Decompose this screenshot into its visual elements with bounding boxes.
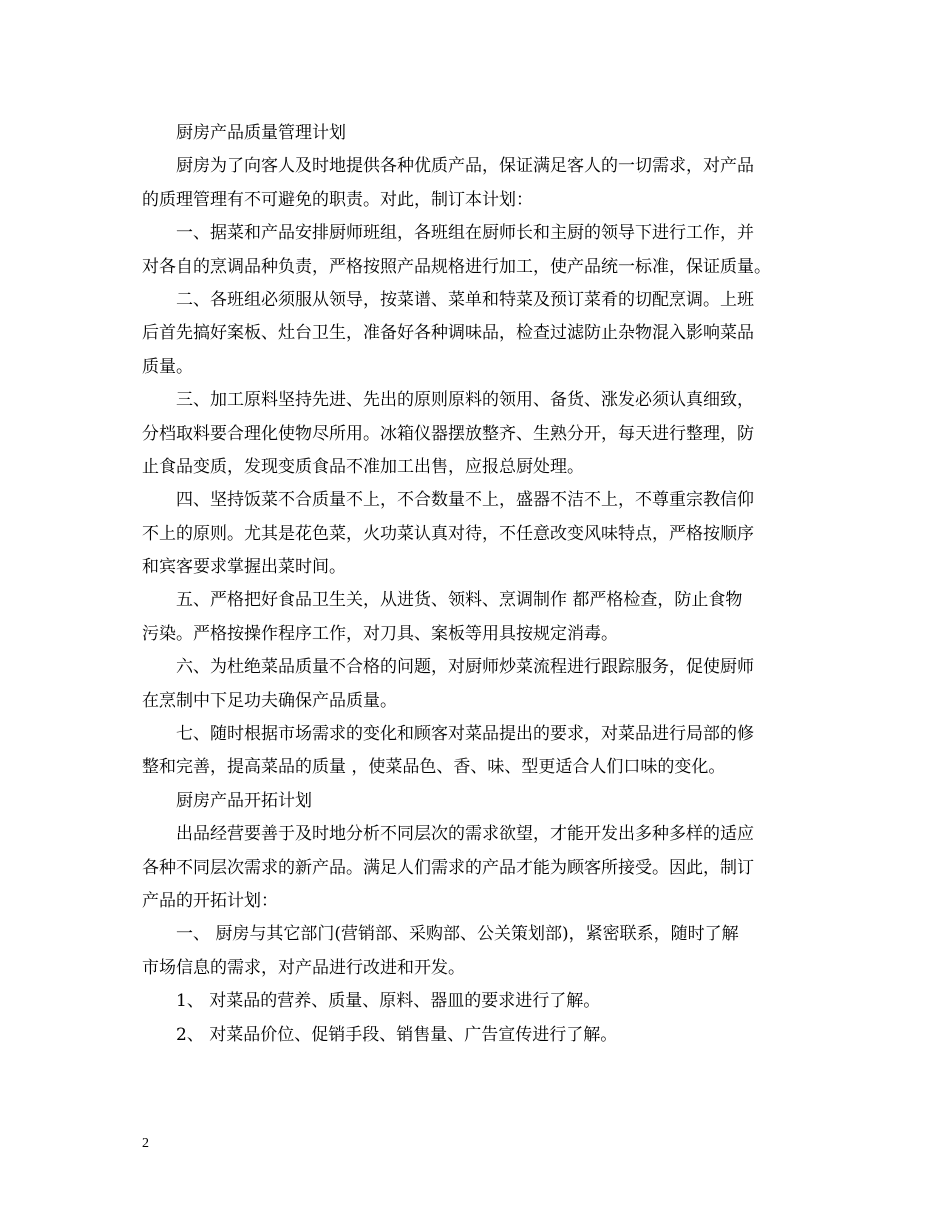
text-line: 1、 对菜品的营养、质量、原料、器皿的要求进行了解。 — [176, 991, 601, 1012]
text-line: 止食品变质，发现变质食品不准加工出售，应报总厨处理。 — [142, 456, 584, 477]
text-line: 后首先搞好案板、灶台卫生，准备好各种调味品，检查过滤防止杂物混入影响菜品 — [142, 323, 754, 344]
text-line: 的质理管理有不可避免的职责。对此，制订本计划： — [142, 189, 533, 210]
text-line: 分档取料要合理化使物尽所用。冰箱仪器摆放整齐、生熟分开，每天进行整理，防 — [142, 423, 754, 444]
text-line: 五、严格把好食品卫生关，从进货、领料、烹调制作 都严格检查，防止食物 — [176, 590, 743, 611]
text-line: 整和完善，提高菜品的质量 ，使菜品色、香、味、型更适合人们口味的变化。 — [142, 757, 726, 778]
text-line: 市场信息的需求，对产品进行改进和开发。 — [142, 957, 465, 978]
text-line: 厨房产品质量管理计划 — [176, 123, 346, 143]
text-line: 四、坚持饭菜不合质量不上，不合数量不上，盛器不洁不上，不尊重宗教信仰 — [176, 490, 754, 511]
text-line: 在烹制中下足功夫确保产品质量。 — [142, 690, 397, 711]
text-line: 六、为杜绝菜品质量不合格的问题，对厨师炒菜流程进行跟踪服务，促使厨师 — [176, 657, 754, 678]
text-line: 2、 对菜品价位、促销手段、销售量、广告宣传进行了解。 — [176, 1024, 618, 1045]
text-line: 污染。严格按操作程序工作，对刀具、案板等用具按规定消毒。 — [142, 623, 618, 644]
text-line: 二、各班组必须服从领导，按菜谱、菜单和特菜及预订菜肴的切配烹调。上班 — [176, 289, 754, 310]
page-number: 2 — [142, 1136, 149, 1151]
text-line: 各种不同层次需求的新产品。满足人们需求的产品才能为顾客所接受。因此，制订 — [142, 857, 754, 878]
text-line: 出品经营要善于及时地分析不同层次的需求欲望，才能开发出多种多样的适应 — [176, 824, 754, 845]
text-line: 产品的开拓计划： — [142, 890, 278, 911]
text-line: 质量。 — [142, 356, 193, 377]
text-line: 厨房为了向客人及时地提供各种优质产品，保证满足客人的一切需求，对产品 — [176, 156, 754, 177]
text-line: 一、据菜和产品安排厨师班组，各班组在厨师长和主厨的领导下进行工作，并 — [176, 223, 754, 244]
text-line: 对各自的烹调品种负责，严格按照产品规格进行加工，使产品统一标准，保证质量。 — [142, 256, 771, 277]
text-line: 厨房产品开拓计划 — [176, 790, 312, 811]
text-line: 和宾客要求掌握出菜时间。 — [142, 557, 346, 578]
text-line: 七、随时根据市场需求的变化和顾客对菜品提出的要求，对菜品进行局部的修 — [176, 724, 754, 745]
text-line: 不上的原则。尤其是花色菜，火功菜认真对待，不任意改变风味特点，严格按顺序 — [142, 523, 754, 544]
text-line: 一、 厨房与其它部门(营销部、采购部、公关策划部)，紧密联系，随时了解 — [176, 924, 739, 945]
document-body — [142, 117, 814, 1052]
text-line: 三、加工原料坚持先进、先出的原则原料的领用、备货、涨发必须认真细致， — [176, 390, 754, 411]
